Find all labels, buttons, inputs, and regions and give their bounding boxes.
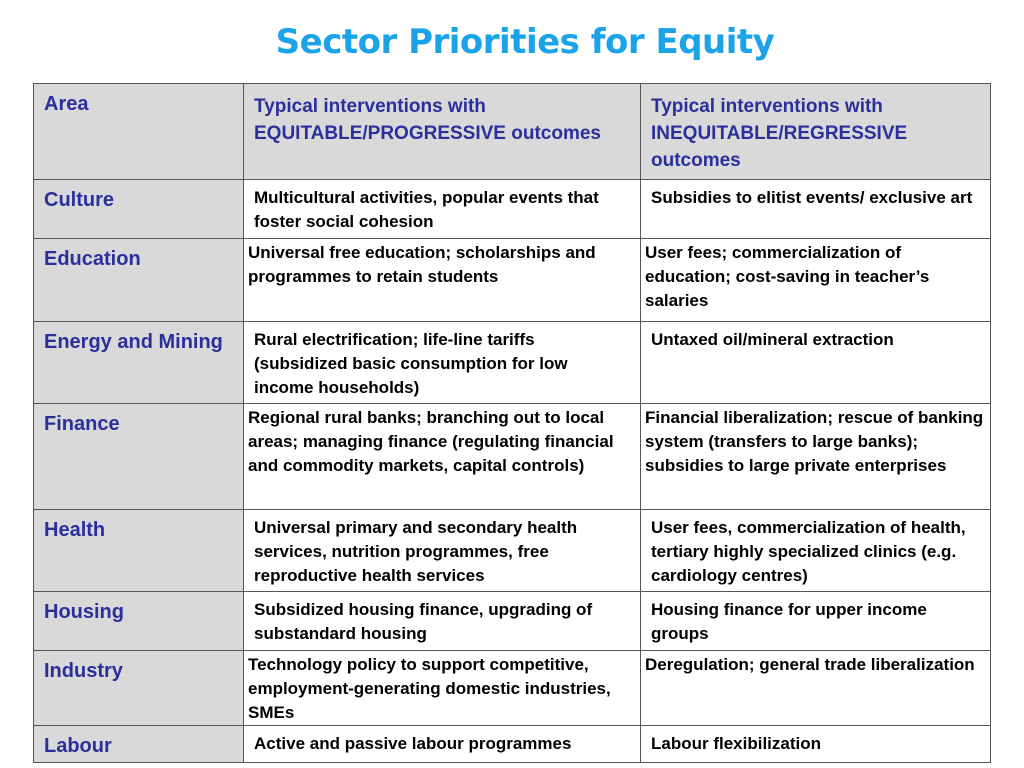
inequitable-education: User fees; commercialization of education; cost-saving in teacher’s salaries [641,239,991,322]
area-labour: Labour [34,726,244,763]
inequitable-health: User fees, commercialization of health, tertiary highly specialized clinics (e.g. cardiology centres) [641,510,991,592]
table-row-finance [34,404,991,510]
area-finance: Finance [34,404,244,510]
equitable-finance: Regional rural banks; branching out to local areas; managing finance (regulating financial and commodity markets, capital controls) [244,404,641,510]
table-row-housing [34,592,991,651]
slide-title: Sector Priorities for Equity [275,22,775,62]
area-health: Health [34,510,244,592]
header-area: Area [34,84,244,180]
sector-priorities-table [33,83,991,763]
table-row-education [34,239,991,322]
area-energy-mining: Energy and Mining [34,322,244,404]
area-housing: Housing [34,592,244,651]
inequitable-finance: Financial liberalization; rescue of banking system (transfers to large banks); subsidies to large private enterprises [641,404,991,510]
header-equitable: Typical interventions with EQUITABLE/PROGRESSIVE outcomes [244,84,641,180]
equitable-labour: Active and passive labour programmes [244,726,641,763]
inequitable-labour: Labour flexibilization [641,726,991,763]
header-inequitable: Typical interventions with INEQUITABLE/REGRESSIVE outcomes [641,84,991,180]
table-row-health [34,510,991,592]
table-row-culture [34,180,991,239]
table-row-industry [34,651,991,726]
equitable-industry: Technology policy to support competitive, employment-generating domestic industries, SMEs [244,651,641,726]
area-culture: Culture [34,180,244,239]
equitable-energy-mining: Rural electrification; life-line tariffs (subsidized basic consumption for low income households) [244,322,641,404]
inequitable-energy-mining: Untaxed oil/mineral extraction [641,322,991,404]
area-industry: Industry [34,651,244,726]
table-header-row [34,84,991,180]
area-education: Education [34,239,244,322]
equitable-culture: Multicultural activities, popular events that foster social cohesion [244,180,641,239]
inequitable-housing: Housing finance for upper income groups [641,592,991,651]
equitable-health: Universal primary and secondary health services, nutrition programmes, free reproductive health services [244,510,641,592]
equitable-housing: Subsidized housing finance, upgrading of substandard housing [244,592,641,651]
equitable-education: Universal free education; scholarships and programmes to retain students [244,239,641,322]
table-row-energy-mining [34,322,991,404]
inequitable-culture: Subsidies to elitist events/ exclusive art [641,180,991,239]
table-row-labour [34,726,991,763]
inequitable-industry: Deregulation; general trade liberalization [641,651,991,726]
